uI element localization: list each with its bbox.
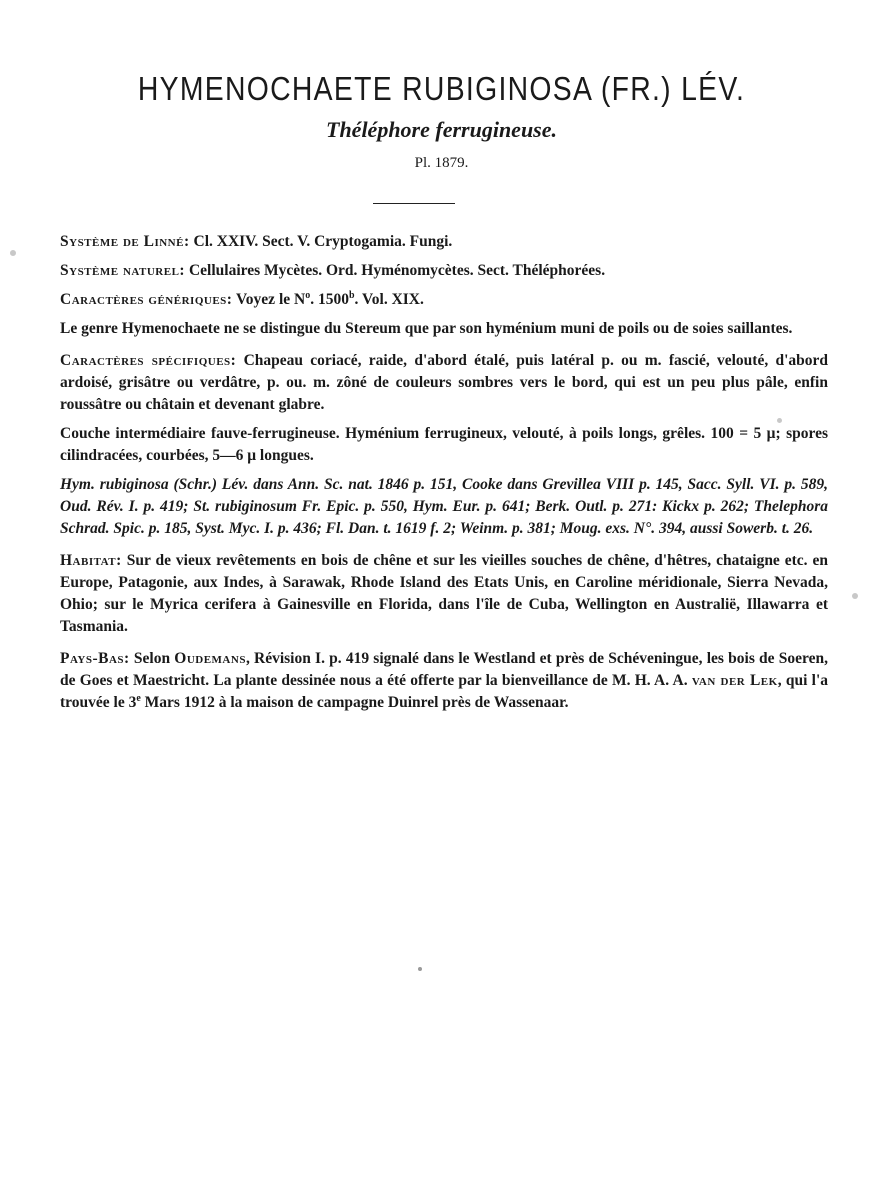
- habitat-text: Sur de vieux revêtements en bois de chêne et sur les vieilles souches de chêne, d'hêtres, chataigne etc. en Europe, Patagonie, aux Indes, à Sarawak, Rhode Island des Etats Unis, en Caroline méridionale, Sierra Nevada, Ohio; sur le Myrica cerifera à Gainesville en Florida, dans l'île de Cuba, Wellington en Australië, Illawarra et Tasmania.: [60, 552, 828, 635]
- species-title: HYMENOCHAETE RUBIGINOSA (FR.) LÉV.: [137, 70, 746, 107]
- page-speck: [852, 593, 858, 599]
- habitat-paragraph: [60, 550, 828, 638]
- paysbas-paragraph: [60, 648, 828, 714]
- page-speck: [418, 967, 422, 971]
- generiques-text-c: . Vol. XIX.: [354, 291, 424, 308]
- habitat-label: Habitat:: [60, 552, 122, 569]
- paysbas-text-c: , qui l'a trouvée le 3: [60, 672, 828, 711]
- references-paragraph: Hym. rubiginosa (Schr.) Lév. dans Ann. Sc. nat. 1846 p. 151, Cooke dans Grevillea VIII p. 145, Sacc. Syll. VI. p. 589, Oud. Rév. I. p. 419; St. rubiginosum Fr. Epic. p. 550, Hym. Eur. p. 641; Berk. Outl. p. 271: Kickx p. 262; Thelephora Schrad. Spic. p. 185, Syst. Myc. I. p. 436; Fl. Dan. t. 1619 f. 2; Weinm. p. 381; Moug. exs. N°. 394, aussi Sowerb. t. 26.: [60, 476, 828, 537]
- description-body: [60, 231, 828, 714]
- generiques-sup-b: b: [348, 289, 355, 301]
- linne-text: Cl. XXIV. Sect. V. Cryptogamia. Fungi.: [189, 233, 453, 250]
- plate-number: Pl. 1879.: [414, 155, 469, 171]
- paysbas-collector-name: van der Lek: [691, 672, 778, 689]
- common-name-subtitle: Théléphore ferrugineuse.: [326, 117, 557, 142]
- generiques-sup-a: o: [305, 289, 311, 301]
- linne-paragraph: [60, 231, 828, 253]
- paysbas-text-a: Selon: [129, 650, 175, 667]
- paysbas-text-b: , Révision I. p. 419 signalé dans le Westland et près de Schéveningue, les bois de Soeren, de Goes et Maestricht. La plante dessinée nous a été offerte par la bienveillance de M. H. A. A.: [60, 650, 828, 689]
- naturel-label: Système naturel:: [60, 262, 186, 279]
- generiques-text-b: . 1500: [310, 291, 349, 308]
- paysbas-label: Pays-Bas:: [60, 650, 130, 667]
- generiques-label: Caractères génériques:: [60, 291, 233, 308]
- paysbas-author-name: Oudemans: [174, 650, 246, 667]
- genre-paragraph: Le genre Hymenochaete ne se distingue du Stereum que par son hyménium muni de poils ou de soies saillantes.: [60, 320, 793, 337]
- paysbas-sup: e: [136, 692, 141, 704]
- generiques-paragraph: [60, 289, 828, 311]
- specifiques-text: Chapeau coriacé, raide, d'abord étalé, puis latéral p. ou m. fascié, velouté, d'abord ardoisé, grisâtre ou verdâtre, p. ou. m. zôné de couleurs sombres vers le bord, qui est un peu plus pâle, enfin roussâtre ou châtain et devenant glabre.: [60, 352, 829, 413]
- naturel-text: Cellulaires Mycètes. Ord. Hyménomycètes. Sect. Théléphorées.: [185, 262, 606, 279]
- naturel-paragraph: [60, 260, 828, 282]
- page-speck: [777, 418, 782, 423]
- paysbas-text-d: Mars 1912 à la maison de campagne Duinrel près de Wassenaar.: [140, 694, 569, 711]
- specifiques-label: Caractères spécifiques:: [60, 352, 237, 369]
- couche-paragraph: Couche intermédiaire fauve-ferrugineuse. Hyménium ferrugineux, velouté, à poils longs, grêles. 100 = 5 μ; spores cilindracées, courbées, 5—6 μ longues.: [60, 425, 828, 464]
- page-speck: [10, 250, 16, 256]
- header-divider: [373, 203, 455, 204]
- linne-label: Système de Linné:: [60, 233, 190, 250]
- generiques-text-a: Voyez le N: [232, 291, 306, 308]
- specifiques-paragraph: [60, 350, 828, 416]
